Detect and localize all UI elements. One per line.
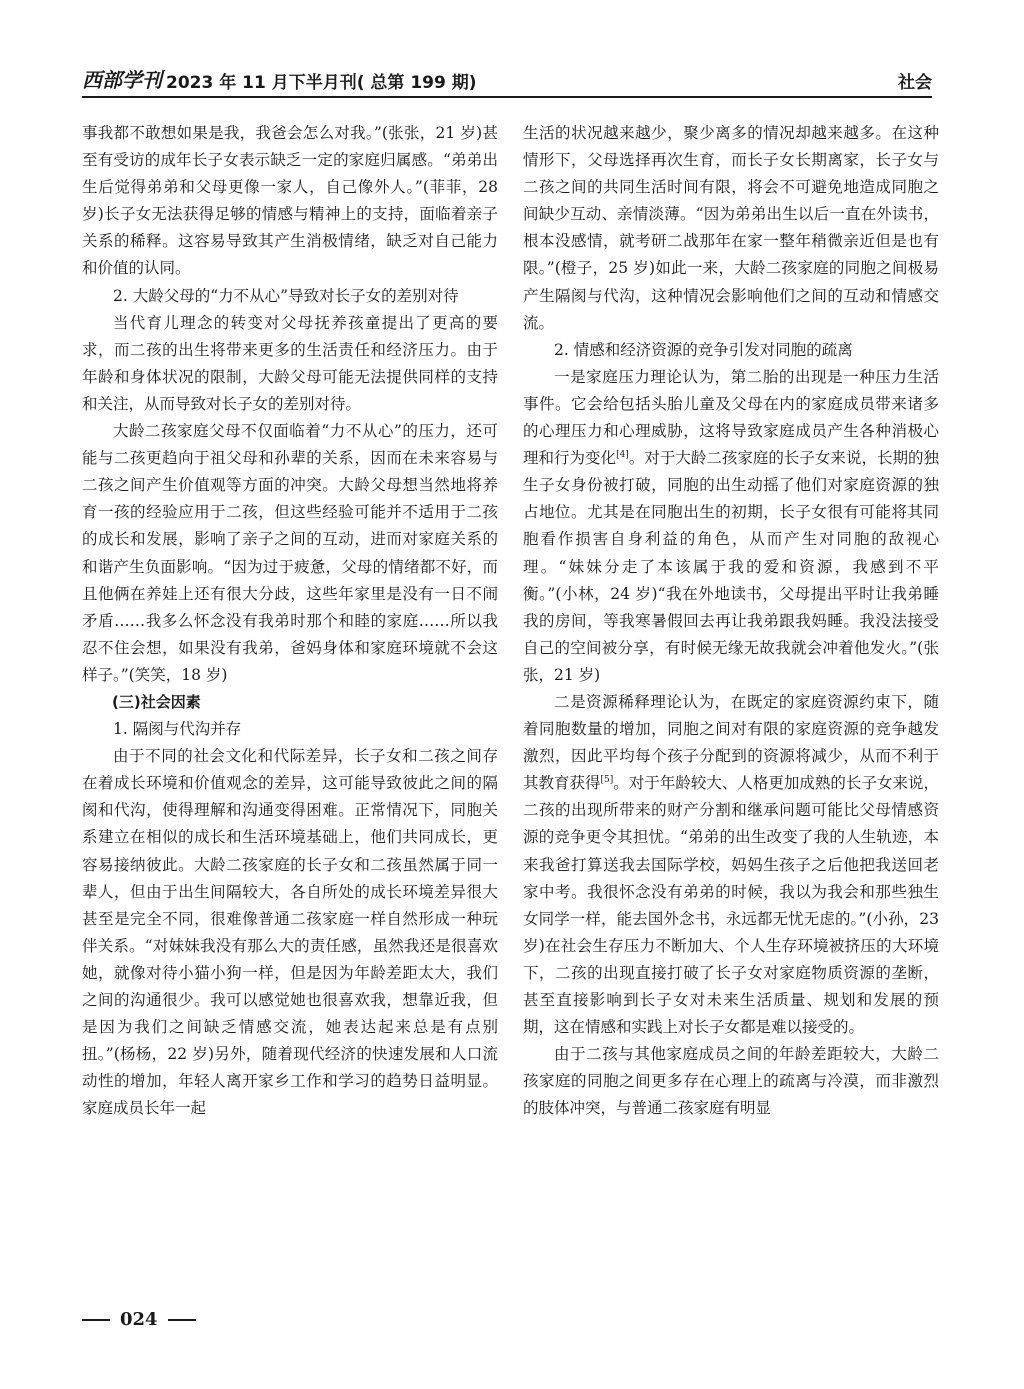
issue-info: 2023 年 11 月下半月刊( 总第 199 期)	[166, 73, 477, 93]
paragraph: 由于二孩与其他家庭成员之间的年龄差距较大，大龄二孩家庭的同胞之间更多存在心理上的疏离与冷漠，而非激烈的肢体冲突，与普通二孩家庭有明显	[523, 1045, 939, 1118]
right-column	[523, 120, 939, 1122]
subheading: 2. 大龄父母的“力不从心”导致对长子女的差别对待	[113, 286, 459, 305]
paragraph-text: 。对于大龄二孩家庭的长子女来说，长期的独生子女身份被打破，同胞的出生动摇了他们对家庭资源的独占地位。尤其是在同胞出生的初期，长子女很有可能将其同胞看作损害自身利益的角色，从而产生对同胞的敌视心理。“妹妹分走了本该属于我的爱和资源，我感到不平衡。”(小林，24 岁)“我在外地读书，父母提出平时让我弟睡我的房间，等我寒暑假回去再让我弟跟我妈睡。我没法接受自己的空间被分享，有时候无缘无故我就会冲着他发火。”(张张，21 岁)	[523, 449, 939, 684]
header-left	[82, 64, 477, 96]
citation-ref[interactable]: [5]	[600, 775, 614, 786]
running-header	[82, 66, 932, 98]
paragraph	[523, 689, 939, 1041]
page-footer	[82, 1309, 196, 1330]
paragraph-text: 一是家庭压力理论认为，第二胎的出现是一种压力生活事件。它会给包括头胎儿童及父母在内的家庭成员带来诸多的心理压力和心理威胁，这将导致家庭成员产生各种消极心理和行为变化	[523, 367, 939, 468]
paragraph: 生活的状况越来越少，聚少离多的情况却越来越多。在这种情形下，父母选择再次生育，而长子女长期离家，长子女与二孩之间的共同生活时间有限，将会不可避免地造成同胞之间缺少互动、亲情淡薄。“因为弟弟出生以后一直在外读书，根本没感情，就考研二战那年在家一整年稍微亲近但是也有限。”(橙子，25 岁)如此一来，大龄二孩家庭的同胞之间极易产生隔阂与代沟，这种情况会影响他们之间的互动和情感交流。	[523, 124, 939, 332]
paragraph: 由于不同的社会文化和代际差异，长子女和二孩之间存在着成长环境和价值观念的差异，这可能导致彼此之间的隔阂和代沟，使得理解和沟通变得困难。正常情况下，同胞关系建立在相似的成长和生活环境基础上，他们共同成长，更容易接纳彼此。大龄二孩家庭的长子女和二孩虽然属于同一辈人，但由于出生间隔较大，各自所处的成长环境差异很大甚至是完全不同，很难像普通二孩家庭一样自然形成一种玩伴关系。“对妹妹我没有那么大的责任感，虽然我还是很喜欢她，就像对待小猫小狗一样，但是因为年龄差距太大，我们之间的沟通很少。我可以感觉她也很喜欢我，想靠近我，但是因为我们之间缺乏情感交流，她表达起来总是有点别扭。”(杨杨，22 岁)另外，随着现代经济的快速发展和人口流动性的增加，年轻人离开家乡工作和学习的趋势日益明显。家庭成员长年一起	[82, 747, 498, 1118]
paragraph	[523, 364, 939, 689]
paragraph: 当代育儿理念的转变对父母抚养孩童提出了更高的要求，而二孩的出生将带来更多的生活责任和经济压力。由于年龄和身体状况的限制，大龄父母可能无法提供同样的支持和关注，从而导致对长子女的差别对待。	[82, 313, 498, 413]
paragraph: 大龄二孩家庭父母不仅面临着“力不从心”的压力，还可能与二孩更趋向于祖父母和孙辈的关系，因而在未来容易与二孩之间产生价值观等方面的冲突。大龄父母想当然地将养育一孩的经验应用于二孩，但这些经验可能并不适用于二孩的成长和发展，影响了亲子之间的互动，进而对家庭关系的和谐产生负面影响。“因为过于疲惫，父母的情绪都不好，而且他俩在养娃上还有很大分歧，这些年家里是没有一日不闹矛盾……我多么怀念没有我弟时那个和睦的家庭……所以我忍不住会想，如果没有我弟，爸妈身体和家庭环境就不会这样子。”(笑笑，18 岁)	[82, 422, 498, 684]
citation-ref[interactable]: [4]	[616, 449, 629, 460]
section-name: 社会	[898, 73, 932, 93]
paragraph-text: 。对于年龄较大、人格更加成熟的长子女来说，二孩的出现所带来的财产分割和继承问题可能比父母情感资源的竞争更令其担忧。“弟弟的出生改变了我的人生轨迹，本来我爸打算送我去国际学校，妈妈生孩子之后他把我送回老家中考。我很怀念没有弟弟的时候，我以为我会和那些独生女同学一样，能去国外念书，永远都无忧无虑的。”(小孙，23 岁)在社会生存压力不断加大、个人生存环境被挤压的大环境下，二孩的出现直接打破了长子女对家庭物质资源的垄断，甚至直接影响到长子女对未来生活质量、规划和发展的预期，这在情感和实践上对长子女都是难以接受的。	[523, 774, 939, 1037]
subheading: 2. 情感和经济资源的竞争引发对同胞的疏离	[554, 340, 853, 359]
footer-dash	[82, 1319, 110, 1321]
footer-dash	[168, 1319, 196, 1321]
subheading: 1. 隔阂与代沟并存	[113, 720, 242, 739]
paragraph: 事我都不敢想如果是我，我爸会怎么对我。”(张张，21 岁)甚至有受访的成年长子女表示缺乏一定的家庭归属感。“弟弟出生后觉得弟弟和父母更像一家人，自己像外人。”(菲菲，28 岁)长子女无法获得足够的情感与精神上的支持，面临着亲子关系的稀释。这容易导致其产生消极情绪，缺乏对自己能力和价值的认同。	[82, 124, 498, 278]
paragraph-text: 二是资源稀释理论认为，在既定的家庭资源约束下，随着同胞数量的增加，同胞之间对有限的家庭资源的竞争越发激烈，因此平均每个孩子分配到的资源将减少，从而不利于其教育获得	[523, 692, 939, 793]
section-heading: (三)社会因素	[112, 692, 201, 711]
page-number: 024	[120, 1309, 158, 1330]
journal-logo: 西部学刊	[82, 68, 162, 92]
left-column	[82, 120, 498, 1122]
